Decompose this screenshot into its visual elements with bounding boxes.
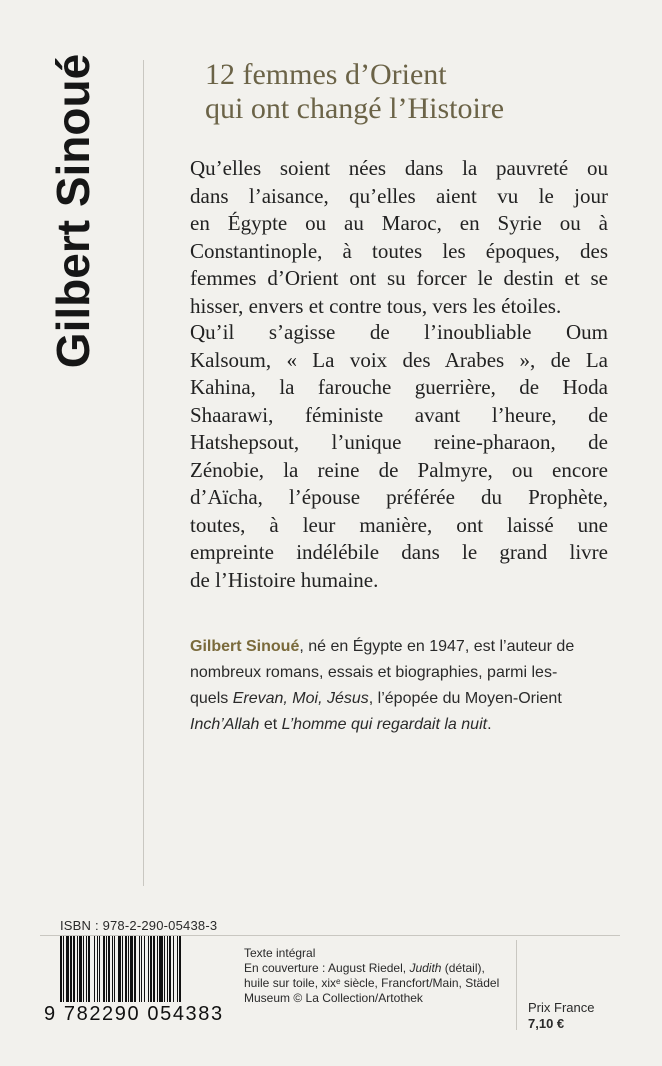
text-line: d’Aïcha, l’épouse préférée du Prophète, (190, 485, 608, 509)
barcode-bar (179, 936, 181, 1002)
text-line: femmes d’Orient ont su forcer le destin et se (190, 266, 608, 290)
bio-line-1 (190, 634, 610, 660)
barcode (60, 936, 238, 1002)
text-line: hisser, envers et contre tous, vers les étoiles. (190, 293, 562, 318)
bio-line-3 (190, 686, 610, 712)
author-name-vertical: Gilbert Sinoué (47, 53, 99, 369)
credits-line-3: huile sur toile, xixᵉ siècle, Francfort/Main, Städel (244, 976, 500, 990)
credits-text: En couverture : August Riedel, (244, 961, 410, 975)
book-title-erevan: Erevan (232, 690, 284, 707)
synopsis-paragraph-2 (190, 319, 608, 594)
book-title-moi-jesus: Moi, Jésus (292, 690, 369, 707)
bio-text: et (259, 716, 282, 733)
bio-text: , (283, 690, 293, 707)
credits-text: (détail), (441, 961, 485, 975)
credits-line-4: Museum © La Collection/Artothek (244, 991, 423, 1005)
title-line-1: 12 femmes d’Orient (205, 58, 447, 91)
title-line-2: qui ont changé l’Histoire (205, 92, 505, 125)
book-title (205, 58, 504, 126)
text-line: en Égypte ou au Maroc, en Syrie ou à (190, 211, 608, 235)
bio-text: , né en Égypte en 1947, est l’auteur de (299, 638, 575, 655)
bio-line-4 (190, 712, 610, 738)
text-line: empreinte indélébile dans le grand livre (190, 540, 608, 564)
artwork-title: Judith (409, 961, 442, 975)
text-line: Kalsoum, « La voix des Arabes », de La (190, 347, 608, 372)
credits-line-2 (244, 961, 499, 976)
credits-line-1: Texte intégral (244, 946, 316, 960)
text-line: Kahina, la farouche guerrière, de Hoda (190, 375, 608, 399)
vertical-divider (143, 60, 144, 886)
bio-text: , l’épopée du Moyen-Orient (368, 690, 562, 707)
credits (244, 946, 499, 1006)
text-line: Zénobie, la reine de Palmyre, ou encore (190, 457, 608, 482)
book-title-lhomme: L’homme qui regardait la nuit (281, 716, 488, 733)
text-line: Hatshepsout, l’unique reine-pharaon, de (190, 430, 608, 454)
text-line: de l’Histoire humaine. (190, 567, 379, 592)
isbn-label: ISBN : 978-2-290-05438-3 (60, 918, 218, 933)
credits-divider (516, 940, 517, 1030)
synopsis-paragraph-1 (190, 155, 608, 320)
price-block (528, 1000, 594, 1032)
bio-line-2: nombreux romans, essais et biographies, parmi les- (190, 664, 558, 681)
barcode-digits: 9 782290 054383 (44, 1003, 224, 1025)
text-line: dans l’aisance, qu’elles aient vu le jour (190, 183, 608, 208)
text-line: Qu’il s’agisse de l’inoubliable Oum (190, 320, 608, 344)
text-line: Constantinople, à toutes les époques, des (190, 238, 608, 263)
bio-text: . (487, 716, 492, 733)
bio-author-name: Gilbert Sinoué (190, 638, 300, 655)
book-title-inchallah: Inch’Allah (190, 716, 260, 733)
text-line: Shaarawi, féministe avant l’heure, de (190, 402, 608, 427)
author-bio (190, 634, 610, 738)
text-line: toutes, à leur manière, ont laissé une (190, 512, 608, 537)
spine-author-name (38, 53, 108, 369)
text-line: Qu’elles soient nées dans la pauvreté ou (190, 156, 608, 180)
price-amount: 7,10 € (528, 1016, 565, 1031)
price-label: Prix France (528, 1000, 595, 1015)
bio-text: quels (190, 690, 233, 707)
